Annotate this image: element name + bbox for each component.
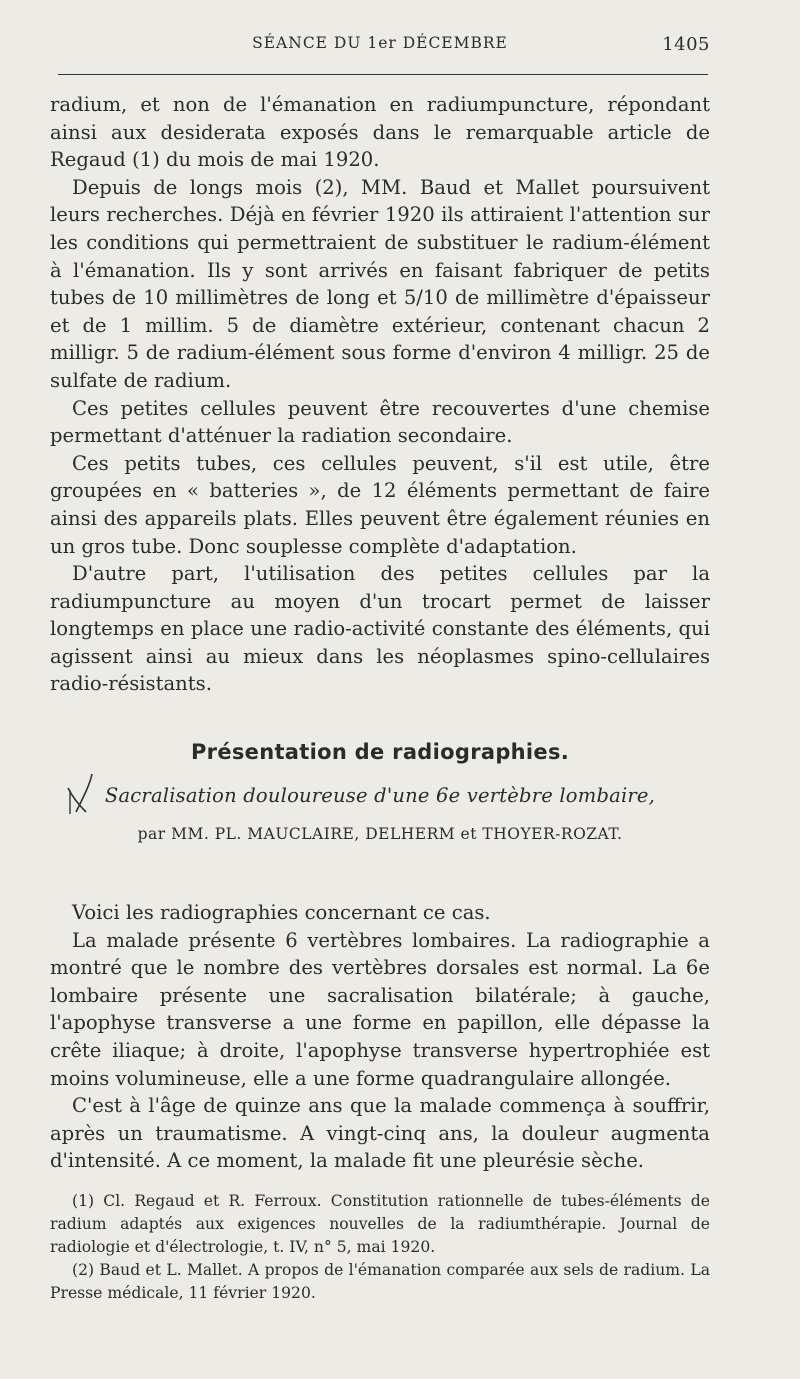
header-rule [58, 74, 708, 75]
section-authors: par MM. PL. MAUCLAIRE, DELHERM et THOYER-ROZAT. [137, 825, 623, 843]
section-radiographies [50, 740, 710, 843]
paragraph-baud-mallet: Depuis de longs mois (2), MM. Baud et Mallet poursuivent leurs recherches. Déjà en février 1920 ils attiraient l'attention sur les conditions qui permettraient de substituer le radium-élément à l'émanation. Ils y sont arrivés en faisant fabriquer de petits tubes de 10 millimètres de long et 5/10 de millimètre d'épaisseur et de 1 millim. 5 de diamètre extérieur, contenant chacun 2 milligr. 5 de radium-élément sous forme d'environ 4 milligr. 25 de sulfate de radium. [50, 175, 710, 392]
section-title: Présentation de radiographies. [190, 740, 570, 764]
paragraph-intro: Voici les radiographies concernant ce cas. [72, 901, 491, 924]
paragraph-vertebrae: La malade présente 6 vertèbres lombaires. La radiographie a montré que le nombre des vertèbres dorsales est normal. La 6e lombaire présente une sacralisation bilatérale; à gauche, l'apophyse transverse a une forme en papillon, elle dépasse la crête iliaque; à droite, l'apophyse transverse hypertrophiée est moins volumineuse, elle a une forme quadrangulaire allongée. [50, 928, 710, 1090]
footnote-2: (2) Baud et L. Mallet. A propos de l'émanation comparée aux sels de radium. La Presse médicale, 11 février 1920. [50, 1261, 710, 1302]
footnote-1: (1) Cl. Regaud et R. Ferroux. Constitution rationnelle de tubes-éléments de radium adaptés aux exigences nouvelles de la radiumthérapie. Journal de radiologie et d'électrologie, t. IV, n° 5, mai 1920. [50, 1192, 710, 1256]
running-title: SÉANCE DU 1er DÉCEMBRE [252, 34, 508, 52]
paragraph-continuation: radium, et non de l'émanation en radiumpuncture, répondant ainsi aux desiderata exposés dans le remarquable article de Regaud (1) du mois de mai 1920. [50, 93, 710, 172]
section-subtitle: Sacralisation douloureuse d'une 6e vertèbre lombaire, [104, 784, 656, 807]
page-number: 1405 [662, 34, 710, 55]
running-head [50, 34, 710, 64]
body-text [50, 91, 710, 698]
paragraph-cells: Ces petites cellules peuvent être recouvertes d'une chemise permettant d'atténuer la radiation secondaire. [50, 396, 710, 448]
paragraph-batteries: Ces petits tubes, ces cellules peuvent, s'il est utile, être groupées en « batteries », de 12 éléments permettant de faire ainsi des appareils plats. Elles peuvent être également réunies en un gros tube. Donc souplesse complète d'adaptation. [50, 451, 710, 558]
footnotes [50, 1190, 710, 1305]
body-text-case [50, 899, 710, 1175]
paragraph-trocart: D'autre part, l'utilisation des petites cellules par la radiumpuncture au moyen d'un trocart permet de laisser longtemps en place une radio-activité constante des éléments, qui agissent ainsi au mieux dans les néoplasmes spino-cellulaires radio-résistants. [50, 562, 710, 696]
paragraph-history: C'est à l'âge de quinze ans que la malade commença à souffrir, après un traumatisme. A vingt-cinq ans, la douleur augmenta d'intensité. A ce moment, la malade fit une pleurésie sèche. [50, 1094, 710, 1173]
